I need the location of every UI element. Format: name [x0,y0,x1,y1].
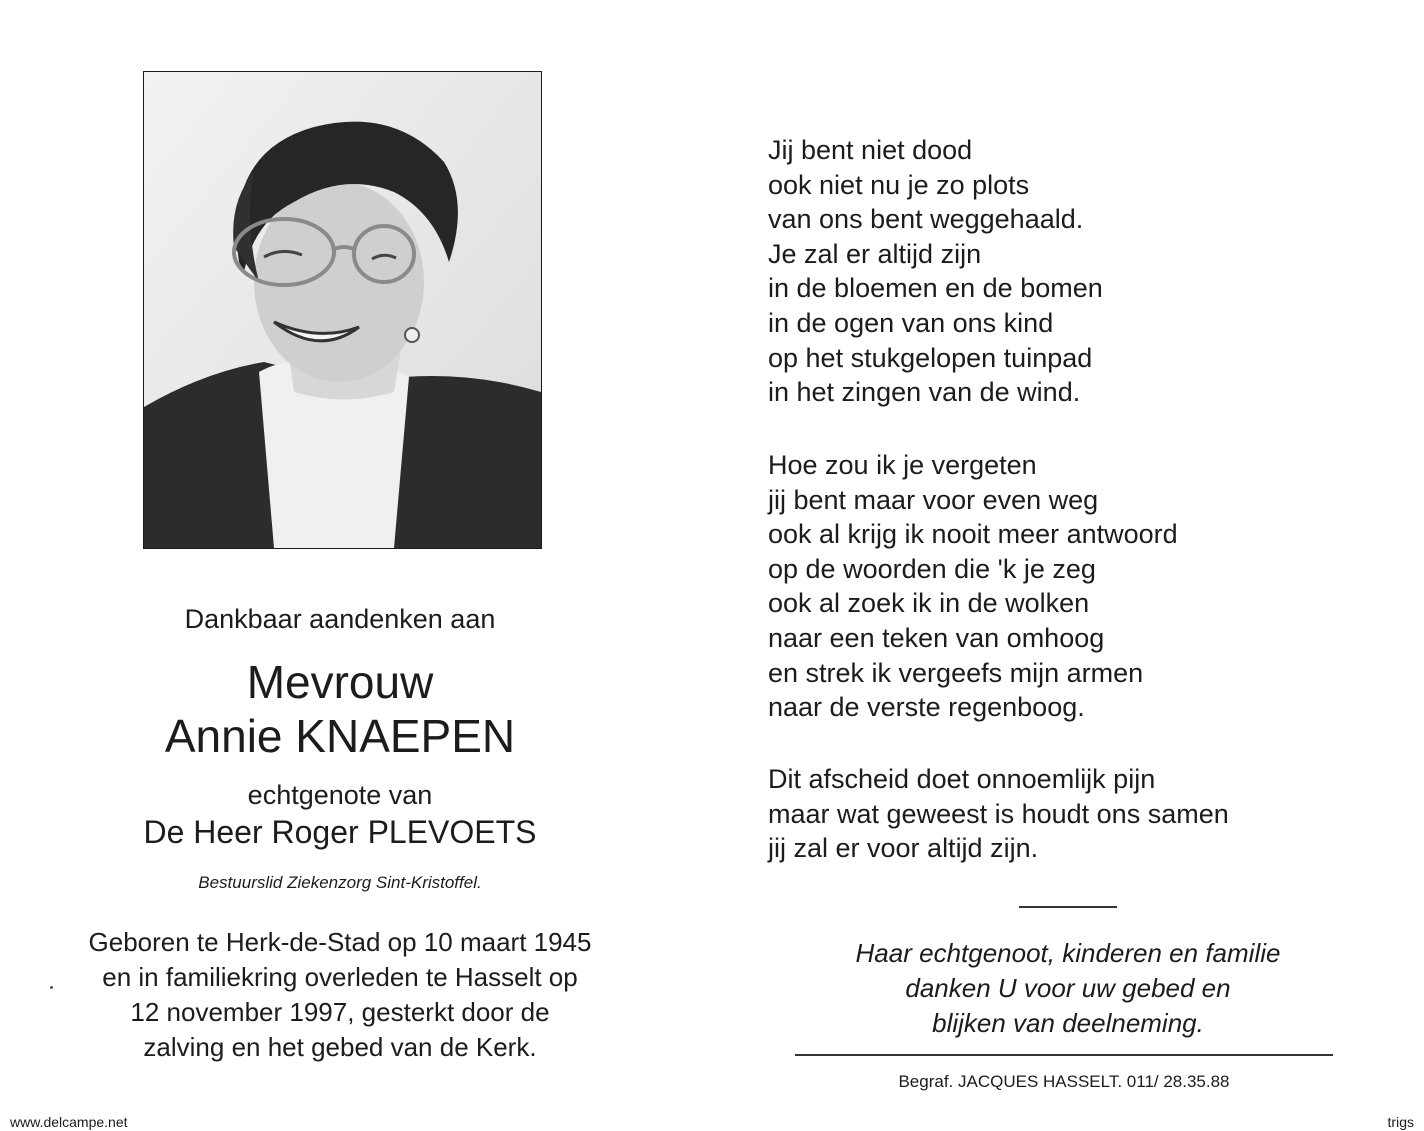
family-thanks [808,936,1328,1041]
poem-line: Jij bent niet dood [768,135,973,165]
poem-line: jij bent maar voor even weg [768,484,1099,515]
title-fullname: Annie KNAEPEN [164,710,516,762]
poem-stanza-3 [768,762,1229,866]
poem-line: maar wat geweest is houdt ons samen [768,798,1229,829]
watermark-site: www.delcampe.net [10,1114,128,1130]
thanks-line: blijken van deelneming. [932,1008,1204,1038]
poem-line: in het zingen van de wind. [768,377,1081,408]
poem-line: Dit afscheid doet onnoemlijk pijn [768,764,1156,794]
portrait-photo [143,71,542,549]
spouse-intro: echtgenote van [247,780,433,810]
memorial-intro: Dankbaar aandenken aan [184,604,496,634]
poem-line: naar een teken van omhoog [768,622,1105,653]
poem-line: op het stukgelopen tuinpad [768,342,1093,373]
bio-line: Geboren te Herk-de-Stad op 10 maart 1945 [88,927,592,957]
bio-line: 12 november 1997, gesterkt door de [130,997,550,1027]
speck-dot [50,986,53,989]
bio-line: en in familiekring overleden te Hasselt op [102,962,578,992]
poem-line: ook al zoek ik in de wolken [768,588,1090,619]
poem-line: ook al krijg ik nooit meer antwoord [768,519,1178,550]
poem-line: naar de verste regenboog. [768,692,1085,723]
poem-stanza-2 [768,448,1178,725]
deceased-name [40,655,640,763]
poem-line: Je zal er altijd zijn [768,238,982,269]
poem-line: op de woorden die 'k je zeg [768,553,1096,584]
poem-line: van ons bent weggehaald. [768,204,1084,235]
poem-stanza-1 [768,133,1103,410]
thanks-line: danken U voor uw gebed en [905,973,1231,1003]
poem-line: Hoe zou ik je vergeten [768,450,1037,480]
divider-short [1019,906,1117,908]
biography [40,925,640,1065]
bio-line: zalving en het gebed van de Kerk. [143,1032,537,1062]
undertaker-credit: Begraf. JACQUES HASSELT. 011/ 28.35.88 [898,1072,1230,1091]
watermark-user: trigs [1387,1114,1414,1130]
divider-long [795,1054,1333,1056]
role-text: Bestuurslid Ziekenzorg Sint-Kristoffel. [198,873,482,892]
spouse-name: De Heer Roger PLEVOETS [143,814,537,850]
thanks-line: Haar echtgenoot, kinderen en familie [855,938,1281,968]
poem-line: jij zal er voor altijd zijn. [768,833,1039,864]
title-honorific: Mevrouw [246,656,434,708]
poem-line: en strek ik vergeefs mijn armen [768,657,1144,688]
poem-line: in de ogen van ons kind [768,307,1054,338]
poem-line: in de bloemen en de bomen [768,273,1103,304]
portrait-image [144,72,541,548]
poem-line: ook niet nu je zo plots [768,169,1030,200]
